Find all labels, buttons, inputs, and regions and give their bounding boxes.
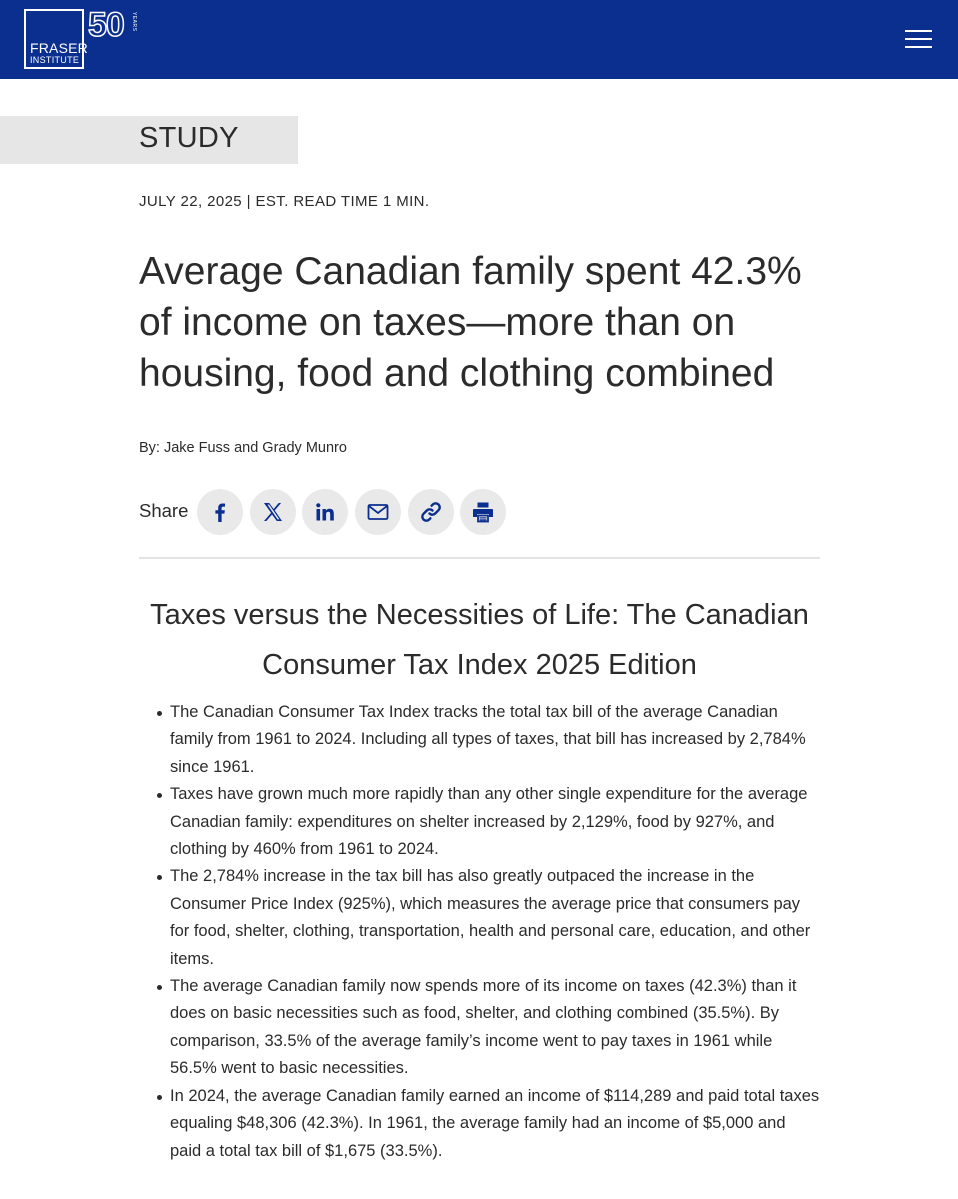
logo-wordmark — [30, 41, 88, 65]
menu-bar — [905, 30, 932, 32]
study-title: Taxes versus the Necessities of Life: The Canadian Consumer Tax Index 2025 Edition — [150, 599, 809, 681]
link-icon — [419, 500, 443, 524]
logo-line-1: FRASER — [30, 39, 88, 56]
list-item: The average Canadian family now spends more of its income on taxes (42.3%) than it does on basic necessities such as food, shelter, and clothing combined (35.5%). By comparison, 33.5% of the average family’s income went to pay taxes in 1961 while 56.5% went to basic necessities. — [155, 973, 821, 1083]
article-headline: Average Canadian family spent 42.3% of income on taxes—more than on housing, food and clothing combined — [139, 250, 802, 395]
site-header — [0, 0, 958, 79]
menu-bar — [905, 46, 932, 48]
article-byline: By: Jake Fuss and Grady Munro — [139, 440, 347, 456]
share-email-button[interactable] — [355, 489, 401, 535]
article-meta: JULY 22, 2025 | EST. READ TIME 1 MIN. — [139, 193, 430, 210]
share-facebook-button[interactable] — [197, 489, 243, 535]
logo-line-2: INSTITUTE — [30, 54, 80, 65]
list-item: In 2024, the average Canadian family earned an income of $114,289 and paid total taxes equaling $48,306 (42.3%). In 1961, the average family had an income of $5,000 and paid a total tax bill of $1,675 (33.5%). — [155, 1083, 821, 1165]
share-linkedin-button[interactable] — [302, 489, 348, 535]
category-label: STUDY — [139, 122, 239, 154]
x-twitter-icon — [261, 500, 285, 524]
hamburger-menu-icon[interactable] — [905, 28, 932, 50]
email-icon — [366, 500, 390, 524]
share-print-button[interactable] — [460, 489, 506, 535]
fraser-institute-logo[interactable] — [24, 9, 88, 69]
anniversary-years-label: YEARS — [131, 12, 137, 32]
list-item: The Canadian Consumer Tax Index tracks the total tax bill of the average Canadian family from 1961 to 2024. Including all types of taxes, that bill has increased by 2,784% since 1961. — [155, 699, 821, 781]
list-item: The 2,784% increase in the tax bill has also greatly outpaced the increase in the Consumer Price Index (925%), which measures the average price that consumers pay for food, shelter, clothing, transportation, health and personal care, education, and other items. — [155, 863, 821, 973]
menu-bar — [905, 38, 932, 40]
print-icon — [471, 500, 495, 524]
share-copy-link-button[interactable] — [408, 489, 454, 535]
content-divider — [139, 557, 820, 559]
linkedin-icon — [313, 500, 337, 524]
share-label: Share — [139, 500, 189, 521]
list-item: Taxes have grown much more rapidly than any other single expenditure for the average Canadian family: expenditures on shelter increased by 2,129%, food by 927%, and clothing by 460% from 1961 to 2024. — [155, 781, 821, 863]
anniversary-mark: 50 — [88, 6, 124, 44]
facebook-icon — [208, 500, 232, 524]
share-x-button[interactable] — [250, 489, 296, 535]
key-findings-list — [155, 699, 821, 1165]
